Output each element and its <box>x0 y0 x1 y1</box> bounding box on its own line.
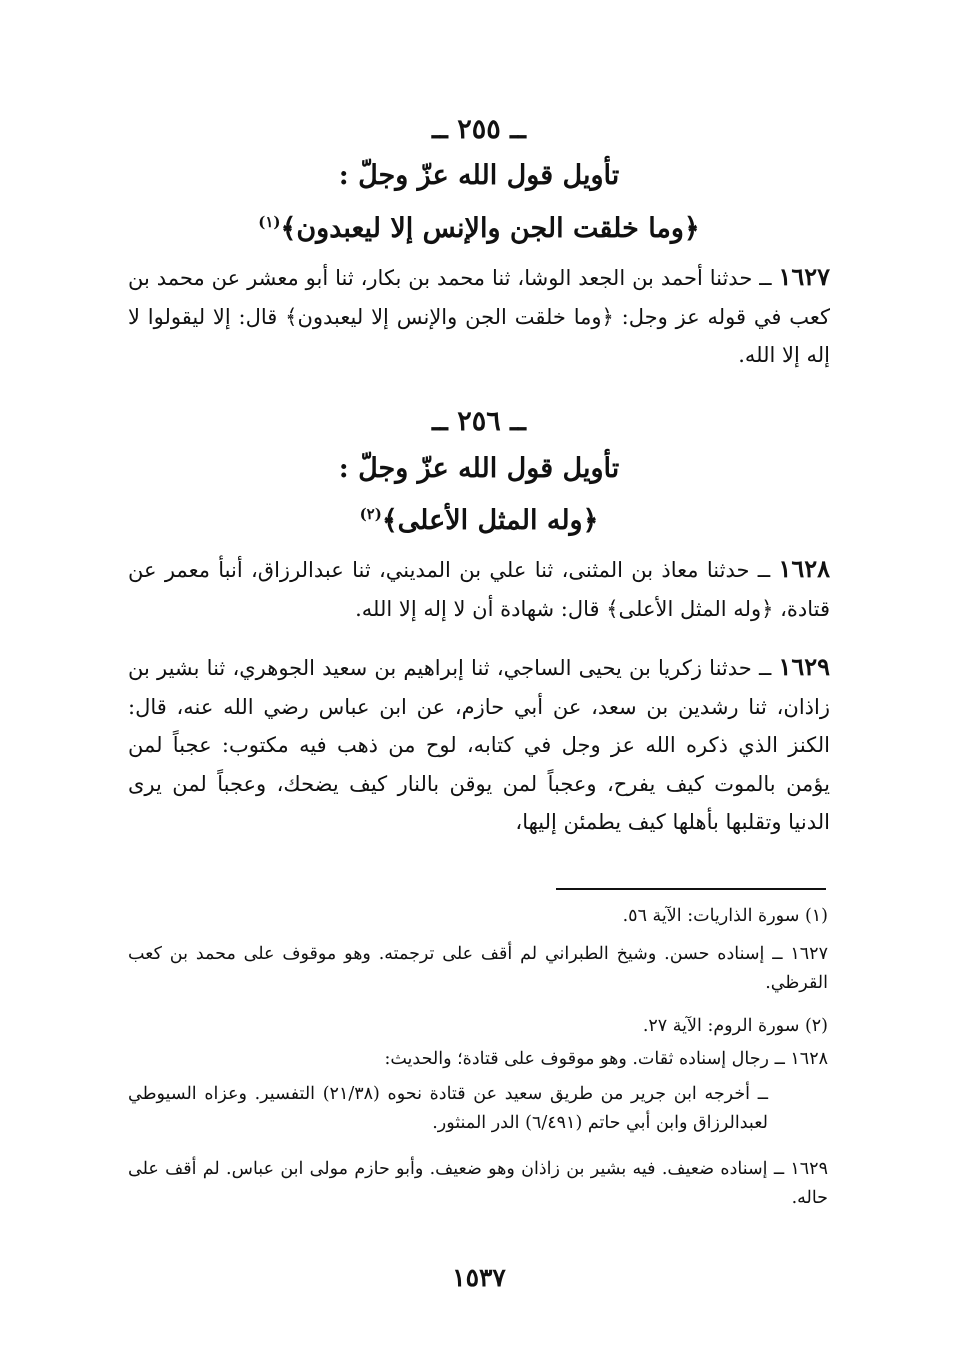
section-verse <box>0 203 958 248</box>
footnote-text: إسناده حسن. وشيخ الطبراني لم أقف على ترجمته. وهو موقوف على محمد بن كعب القرظي. <box>128 944 828 993</box>
section-title: تأويل قول الله عزّ وجلّ : <box>338 160 620 191</box>
footnote <box>128 1012 828 1041</box>
footnote <box>128 940 828 998</box>
footnote-label: ــ <box>757 1084 768 1104</box>
footnote-text: إسناده ضعيف. فيه بشير بن زاذان وهو ضعيف. وأبو حازم مولى ابن عباس. لم أقف على حاله. <box>128 1159 828 1208</box>
hadith-text: ــ حدثنا معاذ بن المثنى، ثنا علي بن المديني، ثنا عبدالرزاق، أنبأ معمر عن قتادة، ﴿وله المثل الأعلى﴾ قال: شهادة أن لا إله إلا الله. <box>128 558 830 621</box>
section-title: تأويل قول الله عزّ وجلّ : <box>338 453 620 484</box>
hadith-number: ١٦٢٧ <box>778 262 830 291</box>
hadith-text: ــ حدثنا زكريا بن يحيى الساجي، ثنا إبراهيم بن سعيد الجوهري، ثنا بشير بن زاذان، ثنا رشدين بن سعد، عن أبي حازم، عن ابن عباس رضي الله عنه، قال: الكنز الذي ذكره الله عز وجل في كتابه، لوح من ذهب فيه مكتوب: عجباً لمن يؤمن بالموت كيف يفرح، وعجباً لمن يوقن بالنار كيف يضحك، وعجباً لمن يرى الدنيا وتقلبها بأهلها كيف يطمئن إليها، <box>128 656 830 834</box>
footnote <box>128 1155 828 1213</box>
hadith-number: ١٦٢٨ <box>778 554 830 583</box>
footnote-text: سورة الذاريات: الآية ٥٦. <box>622 906 800 926</box>
page-number: ١٥٣٧ <box>452 1263 506 1292</box>
hadith-paragraph <box>128 648 830 842</box>
footnote-divider <box>556 888 826 890</box>
footnote <box>128 1080 768 1138</box>
footnote-text: أخرجه ابن جرير من طريق سعيد عن قتادة نحوه (٢١/٣٨) التفسير. وعزاه السيوطي لعبدالرزاق وابن أبي حاتم (٦/٤٩١) الدر المنثور. <box>128 1084 768 1133</box>
footnote-ref: (١) <box>258 213 281 231</box>
footnote-label: ١٦٢٨ ــ <box>774 1049 828 1069</box>
footnote-label: ١٦٢٩ ــ <box>773 1159 828 1179</box>
section-number: ــ ٢٥٥ ــ <box>432 114 526 145</box>
section-verse <box>0 495 958 540</box>
hadith-paragraph <box>128 258 830 375</box>
section-number: ــ ٢٥٦ ــ <box>432 406 526 437</box>
verse-text: ﴿وله المثل الأعلى﴾ <box>381 505 599 536</box>
footnote-text: سورة الروم: الآية ٢٧. <box>642 1016 800 1036</box>
footnote-label: (١) <box>804 906 828 926</box>
footnote <box>128 902 828 931</box>
verse-text: ﴿وما خلقت الجن والإنس إلا ليعبدون﴾ <box>280 213 700 244</box>
hadith-paragraph <box>128 550 830 628</box>
footnote-label: ١٦٢٧ ــ <box>772 944 828 964</box>
hadith-text: ــ حدثنا أحمد بن الجعد الوشا، ثنا محمد بن بكار، ثنا أبو معشر عن محمد بن كعب في قوله عز وجل: ﴿وما خلقت الجن والإنس إلا ليعبدون﴾ قال: إلا ليقولوا لا إله إلا الله. <box>128 266 830 367</box>
footnote <box>128 1045 828 1074</box>
hadith-number: ١٦٢٩ <box>778 652 830 681</box>
footnote-ref: (٢) <box>359 505 382 523</box>
footnote-text: رجال إسناده ثقات. وهو موقوف على قتادة؛ والحديث: <box>384 1049 769 1069</box>
footnote-label: (٢) <box>804 1016 828 1036</box>
